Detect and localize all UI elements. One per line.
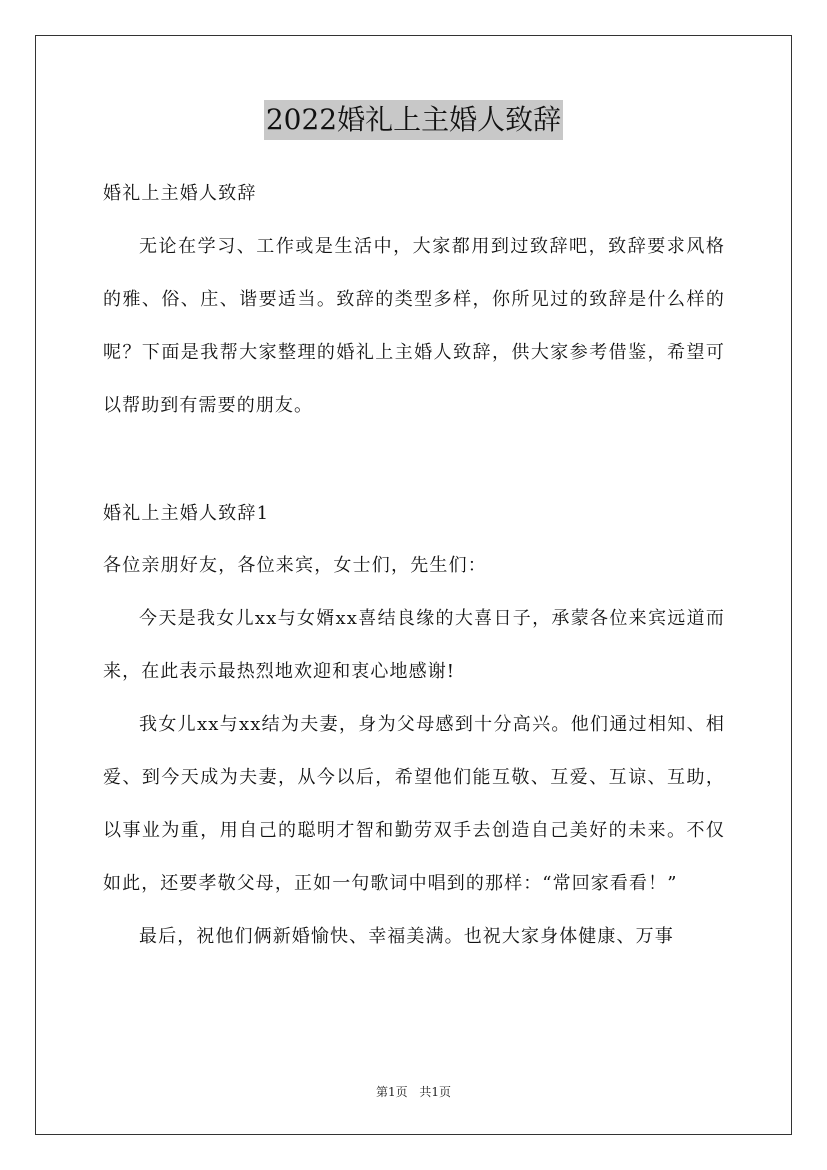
document-body: [103, 168, 725, 963]
body-paragraph: 今天是我女儿xx与女婿xx喜结良缘的大喜日子，承蒙各位来宾远道而来，在此表示最热烈地欢迎和衷心地感谢!: [103, 608, 725, 682]
intro-paragraph: 无论在学习、工作或是生活中，大家都用到过致辞吧，致辞要求风格的雅、俗、庄、谐要适当。致辞的类型多样，你所见过的致辞是什么样的呢？下面是我帮大家整理的婚礼上主婚人致辞，供大家参考借鉴，希望可以帮助到有需要的朋友。: [103, 236, 725, 416]
document-title: 2022婚礼上主婚人致辞: [264, 100, 563, 140]
section-heading: 婚礼上主婚人致辞1: [103, 503, 270, 524]
salutation: 各位亲朋好友，各位来宾，女士们，先生们：: [103, 555, 487, 576]
title-container: [0, 100, 827, 140]
body-paragraph: 我女儿xx与xx结为夫妻，身为父母感到十分高兴。他们通过相知、相爱、到今天成为夫妻，从今以后，希望他们能互敬、互爱、互谅、互助，以事业为重，用自己的聪明才智和勤劳双手去创造自己美好的未来。不仅如此，还要孝敬父母，正如一句歌词中唱到的那样：“常回家看看！”: [103, 714, 725, 894]
body-paragraph: 最后，祝他们俩新婚愉快、幸福美满。也祝大家身体健康、万事: [139, 926, 674, 947]
page-footer: [0, 1083, 827, 1100]
page-number: 第1页: [375, 1085, 408, 1099]
spacer: [103, 432, 725, 488]
page-total: 共1页: [419, 1085, 452, 1099]
subtitle: 婚礼上主婚人致辞: [103, 183, 257, 204]
